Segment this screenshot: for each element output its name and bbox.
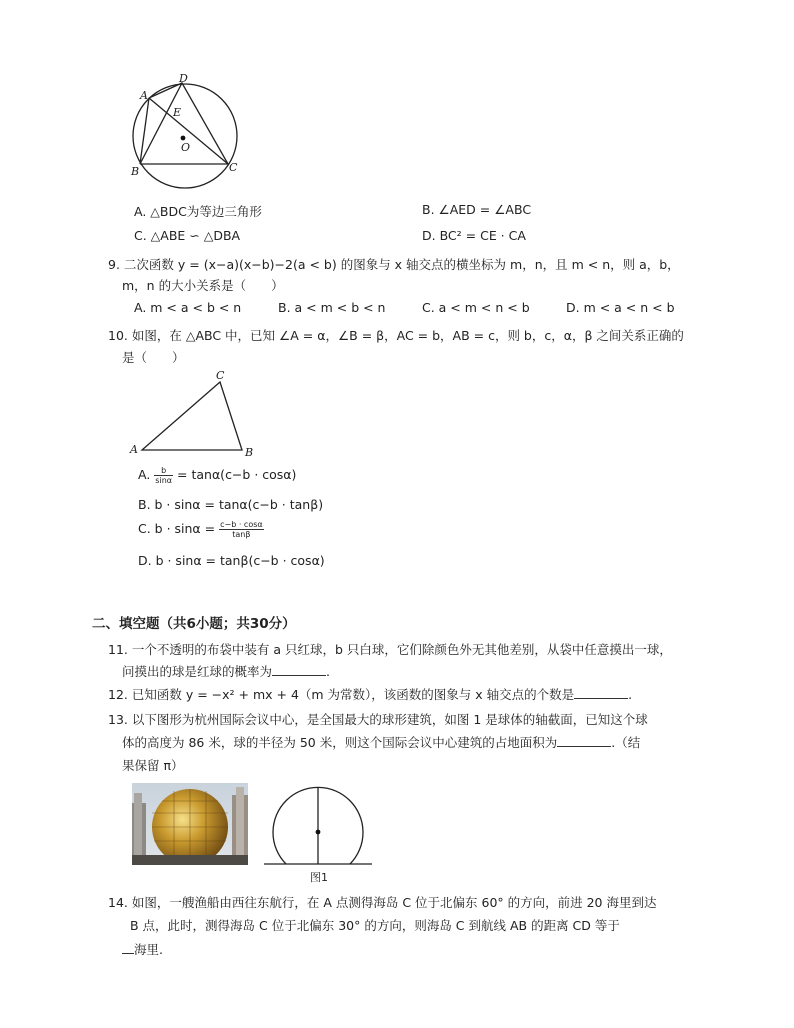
q12-answer-blank[interactable]: [574, 686, 628, 699]
q13-stem-line2: [122, 733, 640, 751]
q11-text: 问摸出的球是红球的概率为: [122, 664, 273, 679]
triangle-abc: [142, 382, 242, 450]
sphere-center-dot: [316, 830, 321, 835]
q10-option-b: B. b · sinα = tanα(c−b · tanβ): [138, 497, 324, 512]
denominator: tanβ: [232, 530, 251, 539]
label-c: C: [229, 161, 238, 174]
q10-triangle-figure: [126, 368, 266, 460]
label-d: D: [179, 72, 188, 85]
q9-option-b: B. a < m < b < n: [278, 300, 386, 315]
q11-answer-blank[interactable]: [272, 663, 326, 676]
denominator: sinα: [155, 476, 173, 485]
q13-figure-axial-section: [260, 780, 376, 882]
q13-tail: .（结: [611, 735, 641, 750]
q13-photo-sphere-building: [132, 783, 248, 865]
q14-stem-line2: B 点，此时，测得海岛 C 位于北偏东 30° 的方向，则海岛 C 到航线 AB 的距离 CD 等于: [130, 918, 620, 933]
q9-stem-line2: m，n 的大小关系是（ ）: [122, 278, 284, 293]
label-b: B: [131, 165, 140, 178]
q10-stem-line1: 10. 如图，在 △ABC 中，已知 ∠A = α，∠B = β，AC = b，AB = c，则 b，c，α，β 之间关系正确的: [108, 328, 684, 343]
q8-circle-figure: [120, 72, 250, 190]
q10-stem-line2: 是（ ）: [122, 350, 185, 365]
segment-ac: [149, 98, 228, 164]
q12-text: 12. 已知函数 y = −x² + mx + 4（m 为常数），该函数的图象与 x 轴交点的个数是: [108, 687, 575, 702]
q8-option-d: D. BC² = CE · CA: [422, 228, 526, 243]
label-a: A: [140, 89, 148, 102]
q14-tail: 海里.: [134, 942, 163, 957]
q13-answer-blank[interactable]: [557, 734, 611, 747]
q12-period: .: [628, 687, 633, 702]
q9-option-d: D. m < a < n < b: [566, 300, 675, 315]
label-b: B: [245, 446, 254, 459]
q13-stem-line3: 果保留 π）: [122, 758, 184, 773]
q10-option-c: [138, 520, 264, 539]
q11-stem-line2: [122, 662, 330, 680]
q9-option-c: C. a < m < n < b: [422, 300, 530, 315]
section-heading-fill-in: 二、填空题（共6小题；共30分）: [92, 616, 296, 632]
fraction-c-option: [219, 520, 264, 539]
numerator: b: [154, 466, 173, 476]
q11-stem-line1: 11. 一个不透明的布袋中装有 a 只红球，b 只白球，它们除颜色外无其他差别，从袋中任意摸出一球，: [108, 642, 672, 657]
sphere-building-picture: [132, 783, 248, 865]
label-o: O: [181, 141, 191, 154]
q14-stem-line1: 14. 如图，一艘渔船由西往东航行，在 A 点测得海岛 C 位于北偏东 60° 的方向，前进 20 海里到达: [108, 895, 657, 910]
q13-text: 体的高度为 86 米，球的半径为 50 米，则这个国际会议中心建筑的占地面积为: [122, 735, 558, 750]
q13-figure-caption: 图1: [310, 871, 328, 884]
q14-answer-blank[interactable]: [122, 941, 134, 954]
q13-stem-line1: 13. 以下图形为杭州国际会议中心，是全国最大的球形建筑，如图 1 是球体的轴截面，已知这个球: [108, 712, 648, 727]
segment-ad: [149, 83, 182, 98]
fraction-b-over-sin: [154, 466, 173, 485]
q10-option-a: [138, 466, 296, 485]
label-a: A: [130, 443, 138, 456]
q8-option-b: B. ∠AED = ∠ABC: [422, 202, 532, 217]
center-dot: [181, 136, 186, 141]
option-rest: = tanα(c−b · cosα): [177, 467, 297, 482]
option-label: A.: [138, 467, 151, 482]
q11-period: .: [326, 664, 330, 679]
q12-stem: [108, 685, 632, 703]
q14-stem-line3: [122, 940, 163, 958]
q8-option-a: A. △BDC为等边三角形: [134, 204, 262, 219]
numerator: c−b · cosα: [220, 520, 263, 529]
q8-option-c: C. △ABE ∽ △DBA: [134, 228, 241, 243]
label-e: E: [173, 106, 182, 119]
option-prefix: C. b · sinα =: [138, 521, 216, 536]
q9-option-a: A. m < a < b < n: [134, 300, 242, 315]
q10-option-d: D. b · sinα = tanβ(c−b · cosα): [138, 553, 325, 568]
label-c: C: [216, 369, 225, 382]
q9-stem-line1: 9. 二次函数 y = (x−a)(x−b)−2(a < b) 的图象与 x 轴交点的横坐标为 m，n，且 m < n，则 a，b，: [108, 257, 680, 272]
